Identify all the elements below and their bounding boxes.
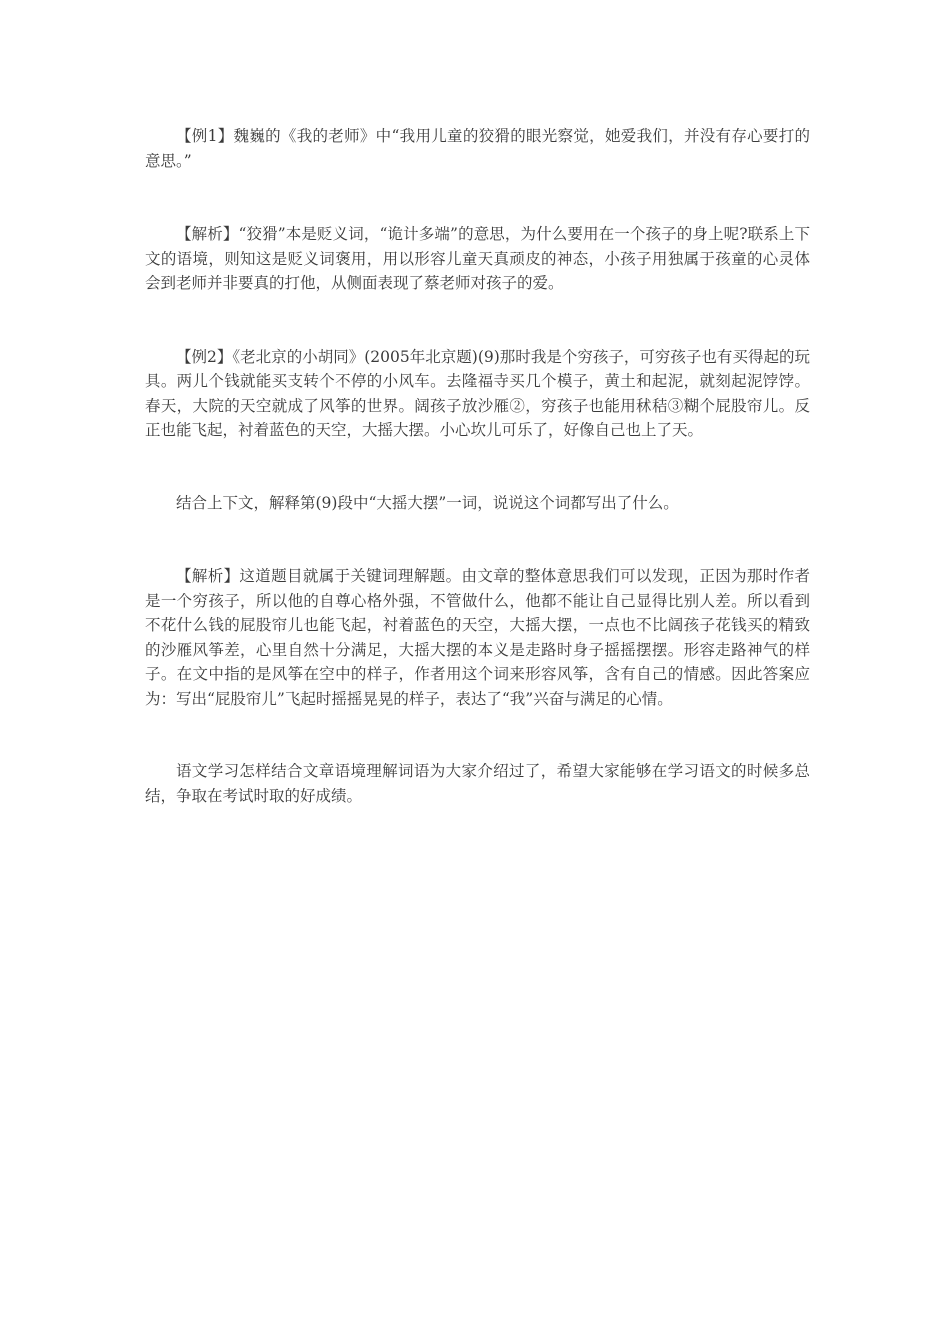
example-1-paragraph: 【例1】魏巍的《我的老师》中“我用儿童的狡猾的眼光察觉，她爱我们，并没有存心要打的意思。” [145,127,810,170]
analysis-2-paragraph: 【解析】这道题目就属于关键词理解题。由文章的整体意思我们可以发现，正因为那时作者是一个穷孩子，所以他的自尊心格外强，不管做什么，他都不能让自己显得比别人差。所以看到不花什么钱的屁股帘儿也能飞起，衬着蓝色的天空，大摇大摆，一点也不比阔孩子花钱买的精致的沙雁风筝差，心里自然十分满足，大摇大摆的本义是走路时身子摇摇摆摆。形容走路神气的样子。在文中指的是风筝在空中的样子，作者用这个词来形容风筝，含有自己的情感。因此答案应为：写出“屁股帘儿”飞起时摇摇晃晃的样子，表达了“我”兴奋与满足的心情。 [145,567,810,708]
analysis-1-paragraph: 【解析】“狡猾”本是贬义词，“诡计多端”的意思，为什么要用在一个孩子的身上呢?联系上下文的语境，则知这是贬义词褒用，用以形容儿童天真顽皮的神态，小孩子用独属于孩童的心灵体会到老师并非要真的打他，从侧面表现了蔡老师对孩子的爱。 [145,225,810,292]
question-paragraph: 结合上下文，解释第(9)段中“大摇大摆”一词，说说这个词都写出了什么。 [176,493,679,512]
conclusion-paragraph: 语文学习怎样结合文章语境理解词语为大家介绍过了，希望大家能够在学习语文的时候多总结，争取在考试时取的好成绩。 [145,762,810,805]
document-body [145,124,810,808]
example-2-paragraph: 【例2】《老北京的小胡同》(2005年北京题)(9)那时我是个穷孩子，可穷孩子也有买得起的玩具。两儿个钱就能买支转个不停的小风车。去隆福寺买几个模子，黄土和起泥，就刻起泥饽饽。春天，大院的天空就成了风筝的世界。阔孩子放沙雁②，穷孩子也能用秫秸③糊个屁股帘儿。反正也能飞起，衬着蓝色的天空，大摇大摆。小心坎儿可乐了，好像自己也上了天。 [145,347,810,439]
